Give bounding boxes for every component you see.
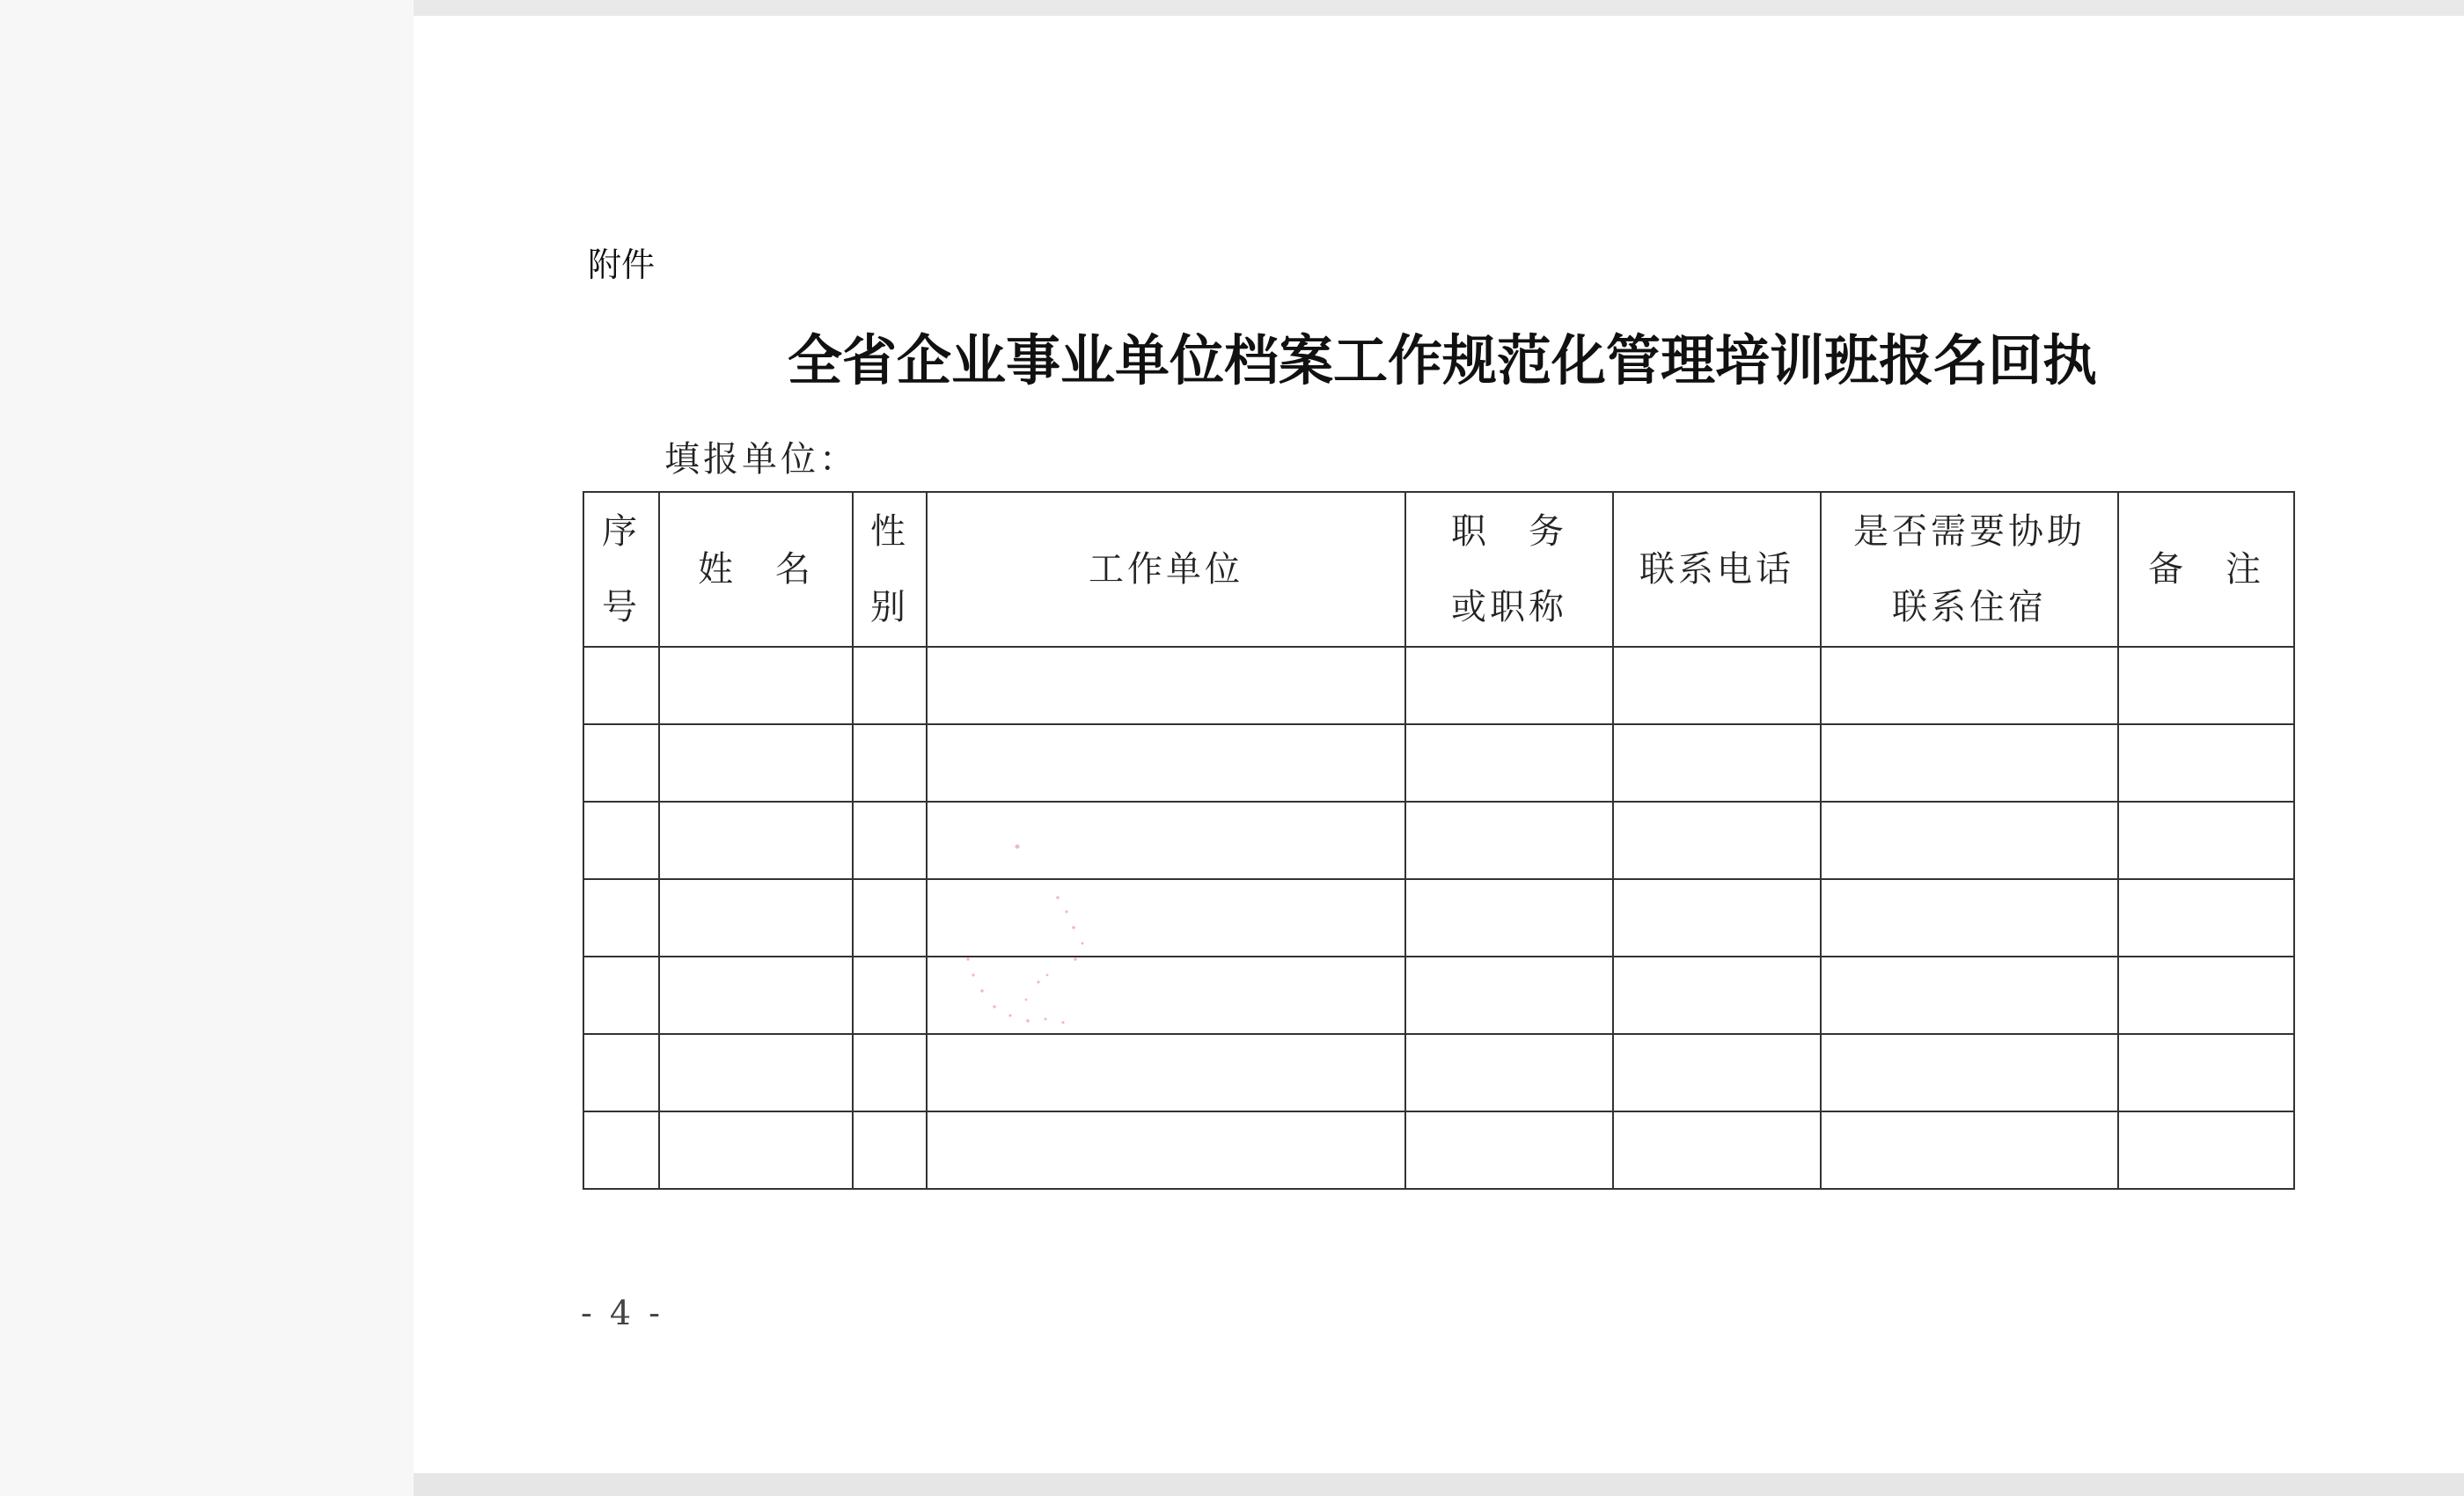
table-cell[interactable] <box>2118 957 2294 1034</box>
table-cell[interactable] <box>1405 802 1613 879</box>
table-cell[interactable] <box>1405 1034 1613 1111</box>
table-cell[interactable] <box>927 724 1405 802</box>
table-row <box>583 1034 2294 1111</box>
header-text: 是否需要协助 <box>1853 511 2086 552</box>
table-cell[interactable] <box>659 802 853 879</box>
table-cell[interactable] <box>1613 647 1821 724</box>
table-cell[interactable] <box>1405 647 1613 724</box>
header-work-unit <box>927 492 1405 647</box>
table-cell[interactable] <box>1821 879 2118 957</box>
page-number: - 4 - <box>581 1294 664 1332</box>
table-cell[interactable] <box>583 724 659 802</box>
header-gender <box>853 492 927 647</box>
scan-top-edge <box>414 0 2464 16</box>
table-cell[interactable] <box>927 647 1405 724</box>
table-cell[interactable] <box>1613 1034 1821 1111</box>
reporting-unit-label: 填报单位： <box>664 439 858 480</box>
header-text: 联系电话 <box>1639 549 1794 590</box>
header-text: 或职称 <box>1451 587 1567 627</box>
header-text: 序 <box>602 511 641 552</box>
table-cell[interactable] <box>659 1034 853 1111</box>
table-cell[interactable] <box>1613 802 1821 879</box>
table-row <box>583 879 2294 957</box>
table-cell[interactable] <box>659 957 853 1034</box>
header-text: 姓 名 <box>698 549 814 590</box>
table-row <box>583 647 2294 724</box>
table-cell[interactable] <box>1821 724 2118 802</box>
table-cell[interactable] <box>1405 724 1613 802</box>
table-cell[interactable] <box>583 1034 659 1111</box>
scan-left-margin <box>0 0 414 1496</box>
table-cell[interactable] <box>2118 724 2294 802</box>
attachment-label: 附件 <box>588 246 656 284</box>
table-cell[interactable] <box>2118 647 2294 724</box>
table-cell[interactable] <box>853 802 927 879</box>
header-serial-number <box>583 492 659 647</box>
table-cell[interactable] <box>1821 1034 2118 1111</box>
header-remarks <box>2118 492 2294 647</box>
faded-seal-stamp <box>942 827 1135 1056</box>
table-cell[interactable] <box>2118 802 2294 879</box>
table-cell[interactable] <box>853 957 927 1034</box>
document-title: 全省企业事业单位档案工作规范化管理培训班报名回执 <box>788 328 2098 392</box>
header-phone <box>1613 492 1821 647</box>
header-position-title <box>1405 492 1613 647</box>
table-cell[interactable] <box>853 724 927 802</box>
table-cell[interactable] <box>1613 957 1821 1034</box>
table-cell[interactable] <box>659 879 853 957</box>
table-cell[interactable] <box>1613 879 1821 957</box>
header-text: 工作单位 <box>1089 549 1243 590</box>
table-row <box>583 1111 2294 1189</box>
table-cell[interactable] <box>1613 724 1821 802</box>
header-text: 职 务 <box>1451 511 1567 552</box>
table-cell[interactable] <box>1405 1111 1613 1189</box>
table-cell[interactable] <box>583 957 659 1034</box>
table-cell[interactable] <box>583 1111 659 1189</box>
registration-form-table <box>583 491 2295 1190</box>
header-text: 别 <box>870 587 909 627</box>
header-text: 联系住宿 <box>1892 587 2047 627</box>
table-cell[interactable] <box>2118 1111 2294 1189</box>
table-cell[interactable] <box>659 724 853 802</box>
table-cell[interactable] <box>853 647 927 724</box>
header-accommodation <box>1821 492 2118 647</box>
table-cell[interactable] <box>583 802 659 879</box>
table-cell[interactable] <box>1405 957 1613 1034</box>
table-cell[interactable] <box>659 647 853 724</box>
table-cell[interactable] <box>1821 1111 2118 1189</box>
table-cell[interactable] <box>853 1111 927 1189</box>
table-cell[interactable] <box>1821 957 2118 1034</box>
header-text: 备 注 <box>2148 549 2264 590</box>
table-cell[interactable] <box>2118 1034 2294 1111</box>
header-name <box>659 492 853 647</box>
table-cell[interactable] <box>2118 879 2294 957</box>
table-cell[interactable] <box>853 1034 927 1111</box>
table-cell[interactable] <box>853 879 927 957</box>
header-text: 号 <box>602 587 641 627</box>
table-row <box>583 724 2294 802</box>
scan-bottom-edge <box>414 1473 2464 1496</box>
table-cell[interactable] <box>1821 647 2118 724</box>
table-cell[interactable] <box>927 1111 1405 1189</box>
table-row <box>583 957 2294 1034</box>
table-cell[interactable] <box>659 1111 853 1189</box>
table-cell[interactable] <box>1613 1111 1821 1189</box>
table-row <box>583 802 2294 879</box>
table-header-row <box>583 492 2294 647</box>
header-text: 性 <box>870 511 909 552</box>
table-cell[interactable] <box>1821 802 2118 879</box>
table-cell[interactable] <box>583 879 659 957</box>
table-cell[interactable] <box>1405 879 1613 957</box>
table-cell[interactable] <box>583 647 659 724</box>
